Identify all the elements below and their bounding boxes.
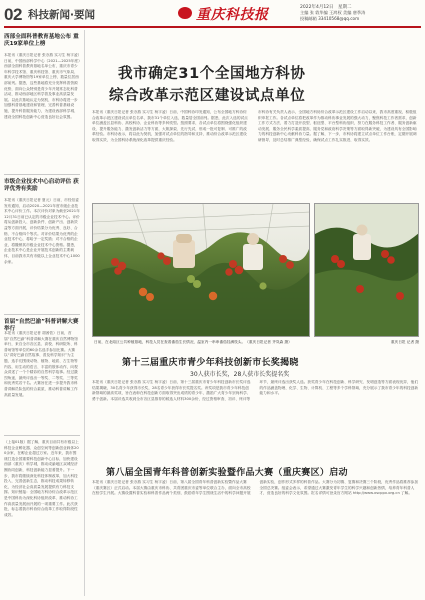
competition-body: 本报讯（重庆日报记者 张亦燕 实习生 杨宇凌）日前，第十三届重庆市青少年科技创新市长奖评选结果揭晓，30名青少年获得市长奖，28名青少年获得市长奖提名奖。该奖项是我市青少年科技创新领域的最高奖项，旨在表彰在科技创新方面取得突出成绩的青少年，激励广大青少年崇尚科学、勇于创新。本届评选共收到全市各区县推荐的候选人材料300余份，经过资格审查、初评、终评等环节，最终评选出获奖人选。获奖青少年在科技创新、科学研究、发明创造等方面表现优异，他们的作品涵盖物理、化学、生物、计算机、工程等多个学科领域，充分展示了我市青少年的科技创新能力和水平。 <box>92 380 419 401</box>
expo-title: 第八届全国青年科普创新实验暨作品大赛（重庆赛区）启动 <box>106 468 348 478</box>
expo-body: 本报讯（重庆日报记者 张亦燕 实习生 杨宇凌）日前，第八届全国青年科普创新实验暨作品大赛（重庆赛区）正式启动。本届大赛由重庆市科协、共青团重庆市委等单位联合主办，面向全市高校在校学生开展。大赛设置科普实验和科普作品两个类别，鼓励青年学生围绕生活中的科学问题开展创新实验，创作形式多样的科普作品。大赛分为初赛、复赛和决赛三个阶段，优秀作品将推荐参加全国总决赛。组委会表示，希望通过大赛激发青年学生的科学兴趣和创新热情，培养青年科普人才，营造良好的科学文化氛围。报名详情可登录官方网站 http://www.xscppx.org.cn 了解。 <box>92 480 419 496</box>
competition-subtitle: 30人获市长奖，28人获市长奖提名奖 <box>190 371 290 378</box>
left-article3-title: 首届“自然巴渝”科普讲解大赛举行 <box>4 319 79 333</box>
newspaper-logo: 重庆科技报 <box>196 7 269 23</box>
competition-title: 第十三届重庆市青少年科技创新市长奖揭晓 <box>122 358 299 368</box>
main-article-body-left: 本报讯（重庆日报记者 张亦燕 实习生 杨宇凌）日前，中国科协印发通知，公布全国地方科协综合改革示范区建设试点单位名单，我市31个单位入选，数量居全国前列。据悉，此次入选的试点单位涵盖区县科协、高校科协、企业科协等多种类型。按照要求，各试点单位将围绕强化组织建设、提升服务能力、激发创新活力等方面，大胆探索、先行先试，形成一批可复制、可推广的改革经验。市科协表示，将以此为契机，加强对试点单位的指导和支持，推动综合改革示范区建设取得实效，为全国科协系统深化改革提供重庆经验。 <box>92 110 248 142</box>
left-article2-title: 市级企业技术中心启动评估 获评优秀有奖励 <box>4 179 79 193</box>
left-divider <box>4 314 80 315</box>
main-article-body-right: 市科协有关负责人表示，全国地方科协综合改革示范区建设工作启动以来，我市高度重视，积极组织申报工作。各试点单位将把改革作为推动科协事业发展的强大动力，聚焦科技工作者需求，创新工作方式方法，着力打造开放型、枢纽型、平台型科协组织，努力在服务科技工作者、服务创新驱动发展、服务全民科学素质提高、服务党和政府科学决策等方面取得新突破，为建设具有全国影响力的科技创新中心贡献科协力量。据了解，下一步，市科协将建立试点单位工作台账，定期开展调研督导，及时总结推广典型经验，确保试点工作扎实推进、取得实效。 <box>258 110 417 142</box>
masthead-rule <box>4 26 421 28</box>
left-article1-body: 本报讯（重庆日报记者 张亦燕 实习生 杨宇凌）日前，中国西部科学中心（2021—2025年度）西部全面科普教育基地名单公布，重庆市青少年科学技术馆、重庆科技馆、重庆市气象局、重庆大学博物馆等19家单位上榜，数量位居西部前列。据悉，这些基地将充分发挥科普资源优势，面向公众特别是青少年开展常态化科普活动，推动西部地区科学普及事业高质量发展。以此次基地认定为契机，市科协将进一步加强科普基地建设和管理，完善科普基础设施，提升科普服务能力，为建设西部科学城、建设全国科技创新中心营造良好社会氛围。 <box>4 53 80 119</box>
headline-line2: 综合改革示范区建设试点单位 <box>109 88 306 104</box>
photo-small-caption: 重庆日报 记者 摄 <box>390 340 419 344</box>
page-number: 02 <box>4 5 22 24</box>
issue-date: 2022年4月12日 星期二 <box>300 5 352 10</box>
greenhouse-photo <box>92 203 310 337</box>
left-article2-body: 本报讯（重庆日报记者 夏元）日前，市经信委发布通知，启动2020—2021年度市级企业技术中心评价工作。本次评价对象为截至2021年12月31日前已认定的市级企业技术中心。评价将从创新投入、创新条件、创新产出、创新效益等方面开展，评价结果分为优秀、良好、合格、不合格四个等次。对评价结果为优秀的企业技术中心，将给予一定奖励；对不合格的企业，将撤销其市级企业技术中心资格。据悉，企业技术中心是企业开展技术创新的主要载体，目前我市共有市级以上企业技术中心1000余家。 <box>4 198 80 264</box>
photo-caption: 日前，在北碚区公共种植基地，科技人员在查看番茄生长情况，温室内一串串番茄挂满枝头。（重庆日报记者 齐岚森 摄） <box>94 340 292 344</box>
editor-credits: 主编 张 敦华编 王鸿权 美编 唐季涛 <box>300 10 366 15</box>
left-article3-body: 本报讯（重庆日报记者 胡茜依）日前，首届“自然巴渝”科普讲解大赛在重庆自然博物馆举行，来自全市各区县、高校、科研院所、科普场馆等单位的60余名选手参加比赛。大赛以“讲好巴渝自然故事、普及科学知识”为主题，选手们围绕动物、植物、地质、古生物等内容，用生动的语言、丰富的肢体动作，向观众讲述了一个个精彩的自然科学故事。经过激烈角逐，最终评选出一等奖、二等奖、三等奖和优秀奖若干名。大赛旨在进一步提升我市科普讲解员队伍的综合素质，推动科普讲解工作高质量发展。 <box>4 331 78 397</box>
greenhouse-photo-2 <box>314 203 419 337</box>
column-divider <box>84 30 85 596</box>
newspaper-logo-icon <box>178 7 192 19</box>
left-article1-title: 西部全面科普教育基地公布 重庆19家单位上榜 <box>4 34 79 48</box>
left-article4-body: （上接01版）据了解，重庆目前共有市级以上科技企业孵化器、众创空间等创新创业载体200余家，在孵企业超过万家。近年来，我市围绕打造全国重要科技创新中心目标，加快建设西部（重庆）科学城，推动成渝地区双城经济圈协同创新，科技创新能力显著提升。下一步，我市将继续深化科技体制改革，加大科技投入，完善创新生态，推动科技成果转移转化，为经济社会高质量发展提供有力科技支撑。知识链接：全国地方科协综合改革示范区是中国科协为深化科协组织改革、推动科协工作高质量发展而开展的一项重要工作。此次获批，标志着我市科协综合改革工作取得阶段性成效。 <box>4 440 79 517</box>
section-name: 科技新闻·要闻 <box>28 9 95 21</box>
contact-email: 投稿邮箱 33410568@qq.com <box>300 16 360 21</box>
left-divider <box>4 435 80 436</box>
headline-line1: 我市确定31个全国地方科协 <box>118 66 306 82</box>
left-divider <box>4 174 80 175</box>
